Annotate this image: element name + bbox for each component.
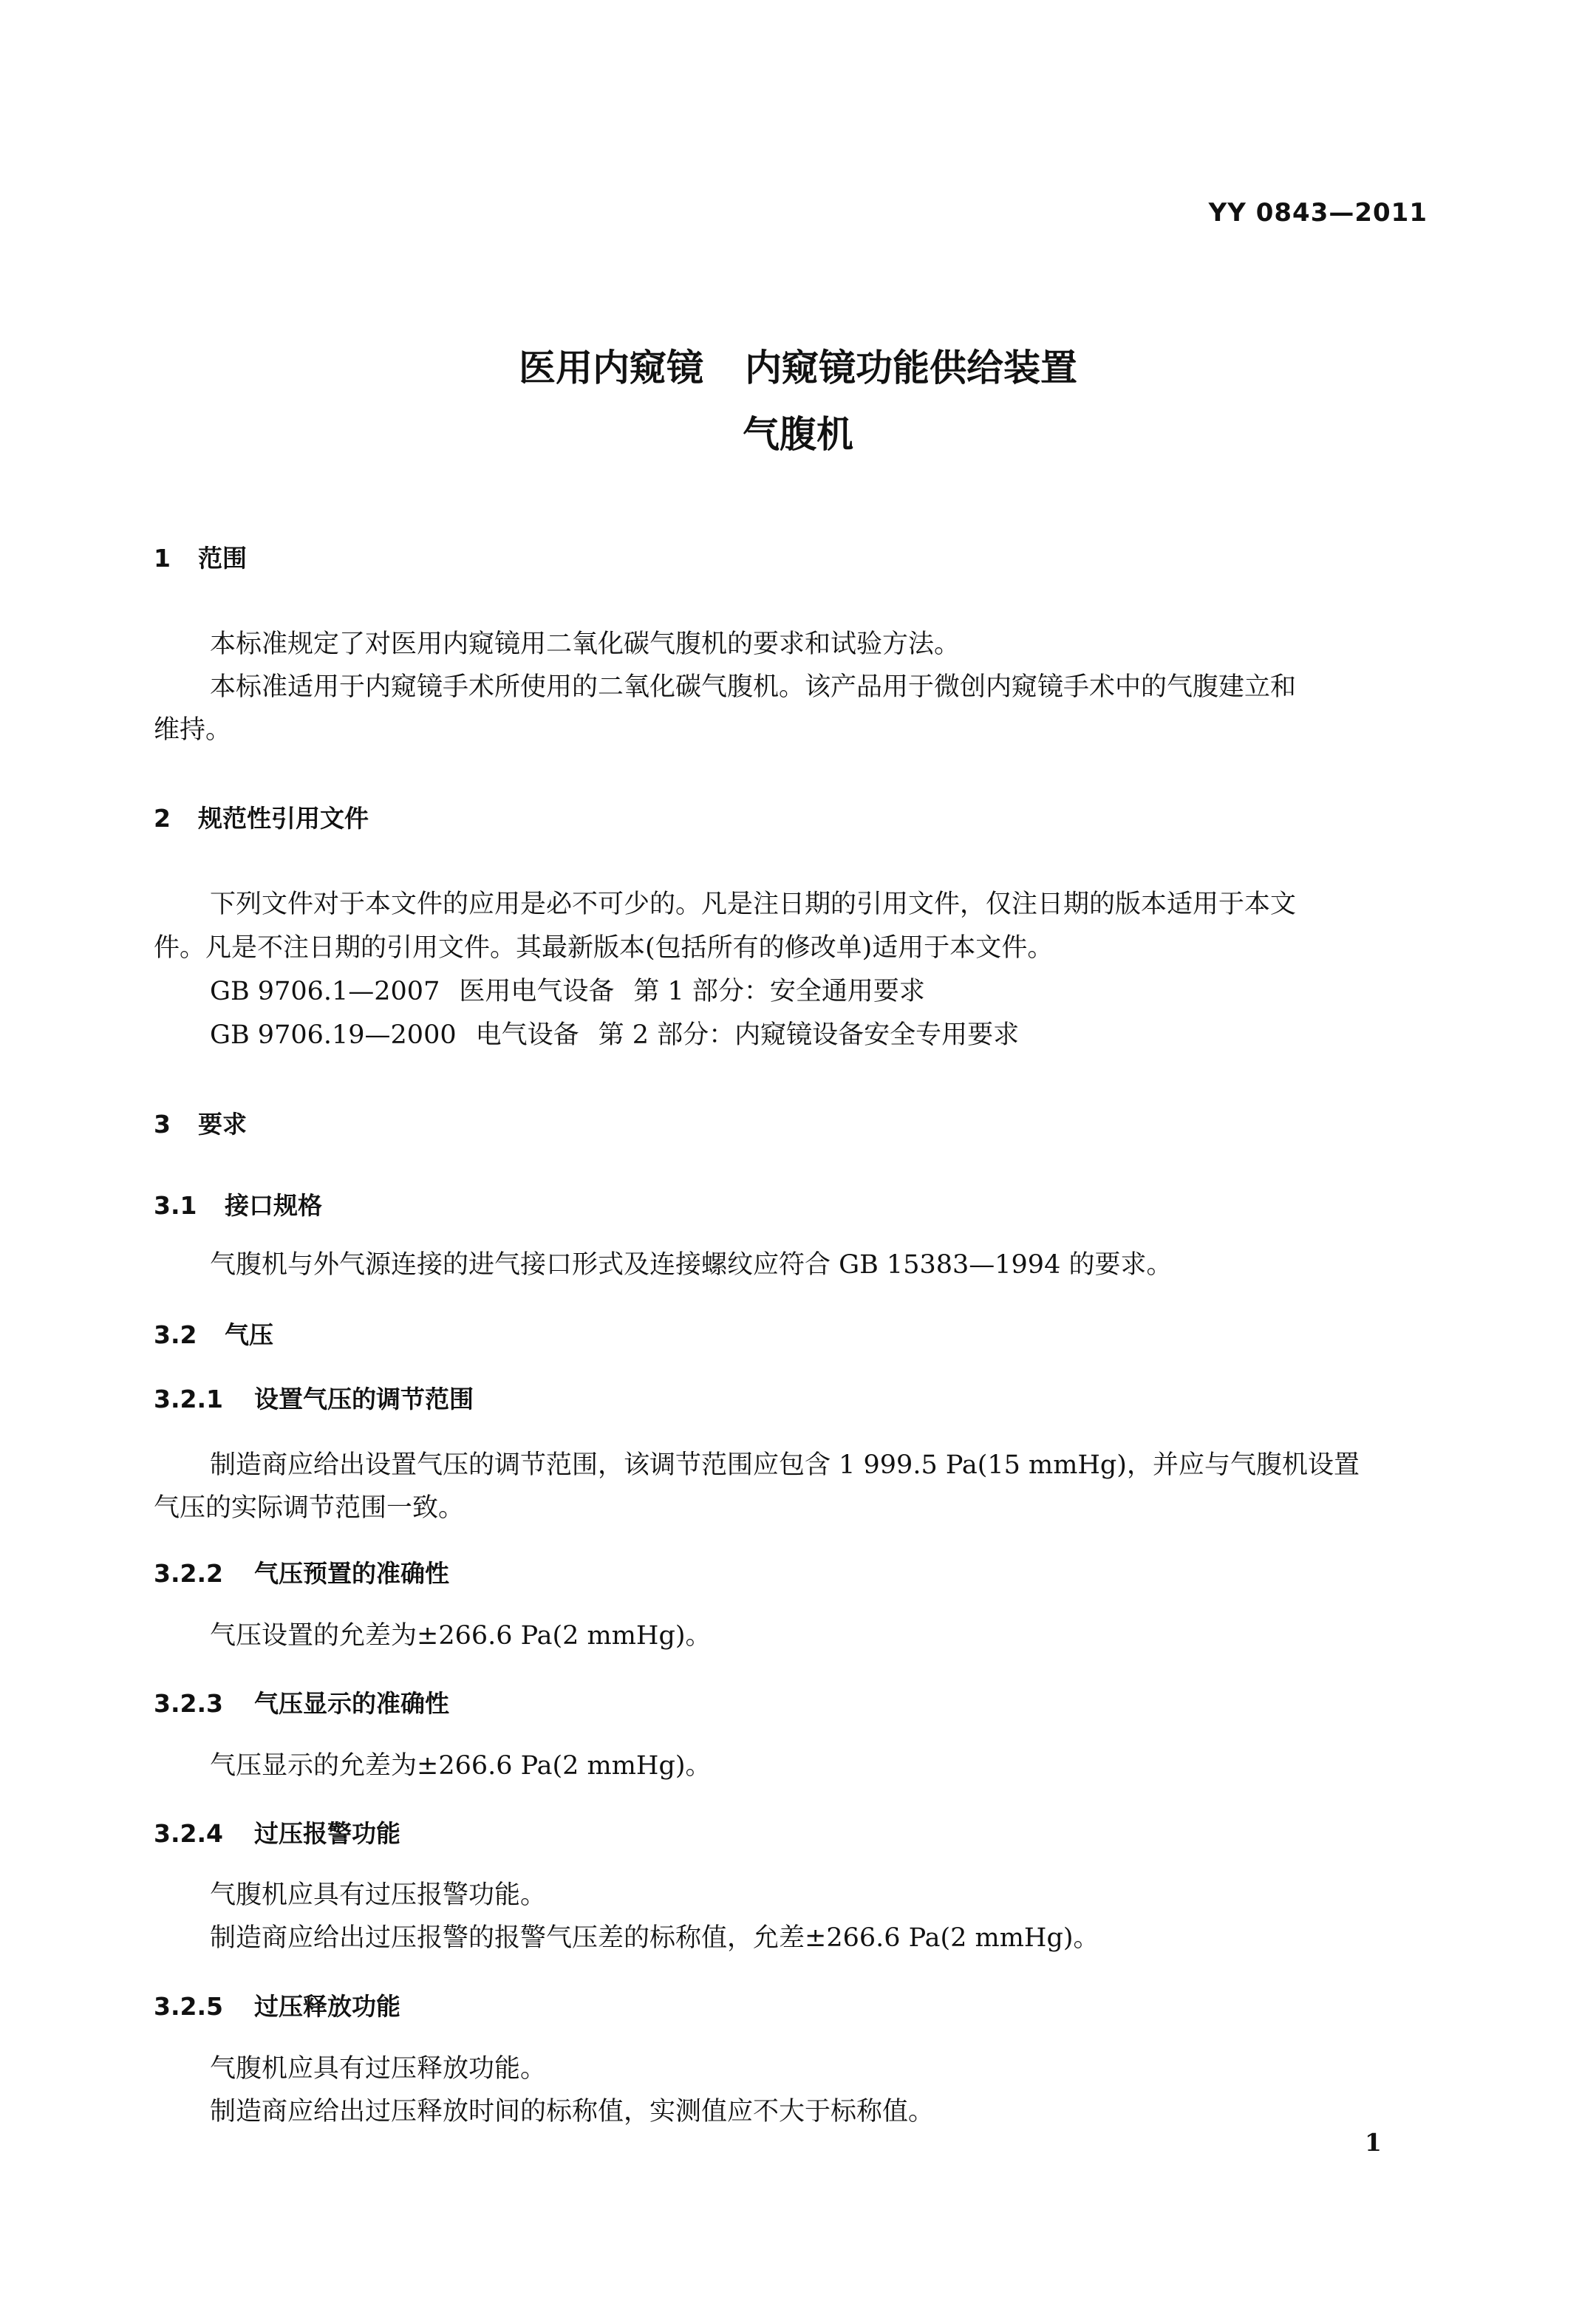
document-title-line2: 气腹机 (743, 413, 853, 456)
paragraph: 制造商应给出过压释放时间的标称值，实测值应不大于标称值。 (210, 2097, 935, 2126)
page-number: 1 (1365, 2128, 1382, 2157)
paragraph-line: 本标准适用于内窥镜手术所使用的二氧化碳气腹机。该产品用于微创内窥镜手术中的气腹建立和 (210, 672, 1297, 702)
paragraph-line: 件。凡是不注日期的引用文件。其最新版本(包括所有的修改单)适用于本文件。 (154, 933, 1054, 963)
section-number: 3 (154, 1110, 171, 1139)
paragraph-line: 下列文件对于本文件的应用是必不可少的。凡是注日期的引用文件，仅注日期的版本适用于本文 (210, 890, 1297, 919)
document-title-line1 (0, 338, 1596, 392)
standard-code: YY 0843—2011 (1208, 198, 1428, 228)
subsection-number: 3.2 (154, 1320, 197, 1349)
paragraph-line: 维持。 (154, 715, 232, 745)
reference-title: 医用电气设备 (459, 977, 615, 1006)
title-part2: 内窥镜功能供给装置 (745, 347, 1077, 389)
paragraph: 本标准规定了对医用内窥镜用二氧化碳气腹机的要求和试验方法。 (210, 630, 961, 659)
subsection-number: 3.2.5 (154, 1992, 223, 2021)
section-number: 1 (154, 544, 171, 573)
normative-reference-1 (210, 969, 925, 1014)
subsection-heading-3-2-1 (154, 1380, 474, 1415)
subsection-number: 3.2.2 (154, 1559, 223, 1588)
reference-part: 第 2 部分：内窥镜设备安全专用要求 (598, 1020, 1020, 1050)
subsection-heading-3-2 (154, 1316, 273, 1351)
paragraph: 制造商应给出过压报警的报警气压差的标称值，允差±266.6 Pa(2 mmHg)。 (210, 1923, 1099, 1953)
section-heading-2 (154, 799, 369, 834)
section-title: 范围 (198, 544, 247, 573)
title-part1: 医用内窥镜 (519, 347, 703, 389)
subsection-title: 接口规格 (225, 1191, 322, 1220)
reference-part: 第 1 部分：安全通用要求 (633, 977, 925, 1006)
paragraph: 气腹机应具有过压释放功能。 (210, 2054, 547, 2084)
subsection-title: 设置气压的调节范围 (254, 1385, 474, 1413)
section-heading-1 (154, 539, 247, 574)
subsection-heading-3-1 (154, 1187, 322, 1221)
paragraph: 气压显示的允差为±266.6 Pa(2 mmHg)。 (210, 1751, 712, 1781)
subsection-heading-3-2-3 (154, 1685, 449, 1719)
reference-code: GB 9706.19—2000 (210, 1020, 457, 1050)
subsection-title: 气压显示的准确性 (254, 1689, 449, 1718)
section-title: 要求 (198, 1110, 247, 1139)
paragraph: 气压设置的允差为±266.6 Pa(2 mmHg)。 (210, 1621, 712, 1651)
subsection-heading-3-2-5 (154, 1988, 400, 2022)
subsection-number: 3.2.4 (154, 1819, 223, 1848)
subsection-heading-3-2-4 (154, 1815, 400, 1849)
paragraph: 气腹机应具有过压报警功能。 (210, 1880, 547, 1910)
subsection-number: 3.2.3 (154, 1689, 223, 1718)
normative-reference-2 (210, 1012, 1019, 1058)
subsection-title: 过压释放功能 (254, 1992, 400, 2021)
subsection-number: 3.1 (154, 1191, 197, 1220)
paragraph-line: 制造商应给出设置气压的调节范围，该调节范围应包含 1 999.5 Pa(15 mmHg)，并应与气腹机设置 (210, 1450, 1360, 1480)
reference-code: GB 9706.1—2007 (210, 977, 440, 1006)
paragraph-line: 气压的实际调节范围一致。 (154, 1493, 465, 1523)
subsection-heading-3-2-2 (154, 1555, 449, 1589)
section-heading-3 (154, 1105, 247, 1140)
paragraph: 气腹机与外气源连接的进气接口形式及连接螺纹应符合 GB 15383—1994 的要求。 (210, 1250, 1173, 1280)
subsection-title: 过压报警功能 (254, 1819, 400, 1848)
subsection-number: 3.2.1 (154, 1385, 223, 1413)
section-title: 规范性引用文件 (198, 804, 369, 833)
subsection-title: 气压 (225, 1320, 273, 1349)
subsection-title: 气压预置的准确性 (254, 1559, 449, 1588)
section-number: 2 (154, 804, 171, 833)
reference-title: 电气设备 (475, 1020, 579, 1050)
